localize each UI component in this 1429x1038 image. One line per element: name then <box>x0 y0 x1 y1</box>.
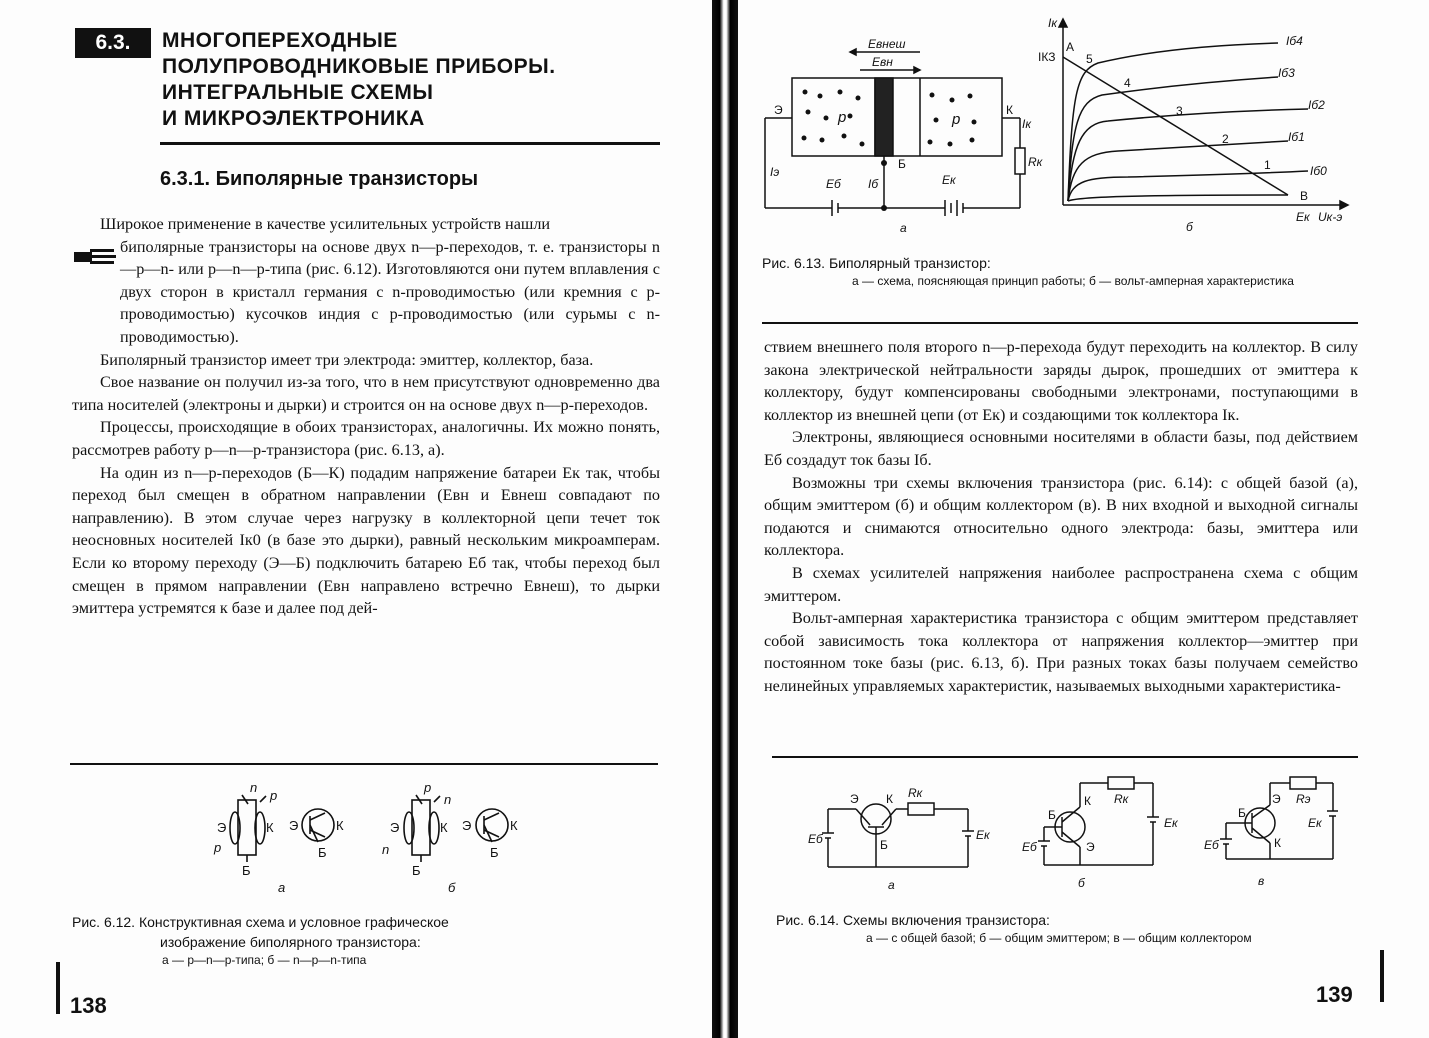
fig-label: К <box>1084 794 1091 808</box>
book-spine <box>712 0 738 1038</box>
point-label: 5 <box>1086 52 1093 66</box>
fig-label: Б <box>1238 806 1246 820</box>
curve-label: Iб1 <box>1288 130 1305 144</box>
fig-label: б <box>448 880 456 895</box>
fig-label: Eб <box>1022 840 1037 854</box>
curve-label: Iб4 <box>1286 34 1303 48</box>
fig-label: Б <box>412 863 421 878</box>
curve-label: Iб3 <box>1278 66 1295 80</box>
figure-6-13-b <box>1038 15 1358 235</box>
caption-sub: а — p—n—p-типа; б — n—p—n-типа <box>162 953 367 967</box>
page-number: 139 <box>1316 982 1353 1007</box>
fig-label: Э <box>774 103 783 117</box>
point-label: 2 <box>1222 132 1229 146</box>
curve-label: Iб0 <box>1310 164 1327 178</box>
fig-label: Iэ <box>770 165 780 179</box>
figure-caption <box>762 253 1402 290</box>
fig-label: Eб <box>826 177 841 191</box>
curve-label: Iб2 <box>1308 98 1325 112</box>
fig-label: Eк <box>1308 816 1322 830</box>
chapter-title-line: ПОЛУПРОВОДНИКОВЫЕ ПРИБОРЫ. <box>162 55 556 78</box>
figure-6-14 <box>808 775 1338 895</box>
figure-rule <box>772 756 1358 758</box>
paragraph: Широкое применение в качестве усилительных устройств нашли <box>100 215 551 233</box>
point-label: 4 <box>1124 76 1131 90</box>
fig-label: а <box>900 221 907 235</box>
page-marker <box>1380 950 1384 1002</box>
fig-label: Eвнеш <box>868 37 906 51</box>
figure-caption <box>72 912 672 969</box>
fig-label: Э <box>390 820 400 835</box>
fig-label: Rк <box>1114 792 1129 806</box>
fig-label: Eк <box>976 828 990 842</box>
fig-label: Eк <box>1296 210 1310 224</box>
paragraph: В схемах усилителей напряжения наиболее распространена схема с общим эмиттером. <box>764 563 1358 605</box>
paragraph: ствием внешнего поля второго n—p-перехода будут переходить на коллектор. В силу закона электрической нейтральности заряды дырок, прошедших от эмиттера к коллектору, будут компенсированы свободными электронами, поступающими в коллектор из внешней цепи (от Eк) и создающими ток коллектора Iк. <box>764 338 1358 424</box>
fig-label: Б <box>490 845 499 860</box>
paragraph: биполярные транзисторы на основе двух n—p-переходов, т. е. транзисторы n—p—n- или p—n—p-типа (рис. 6.12). Изготовляются они путем вплавления с двух сторон в кристалл германия с n-проводимостью (или кремния с p-проводимостью) кусочков индия с p-проводимостью (или сурьмы с n-проводимостью). <box>120 237 660 346</box>
page-marker <box>56 962 60 1014</box>
fig-label: Eк <box>1164 816 1178 830</box>
fig-label: p <box>424 780 432 795</box>
fig-label: Eб <box>808 832 823 846</box>
caption-sub: а — схема, поясняющая принцип работы; б — вольт-амперная характеристика <box>852 274 1294 288</box>
caption-line: изображение биполярного транзистора: <box>160 934 421 950</box>
caption-line: Рис. 6.13. Биполярный транзистор: <box>762 255 991 271</box>
fig-label: Э <box>850 792 859 806</box>
fig-label: Iк <box>1048 16 1057 30</box>
fig-label: p <box>270 788 278 803</box>
fig-label: Э <box>1086 840 1095 854</box>
right-page <box>738 0 1429 1038</box>
chapter-title <box>162 28 682 132</box>
figure-rule <box>762 322 1358 324</box>
right-body <box>764 336 1358 698</box>
paragraph: Свое название он получил из-за того, что в нем присутствуют одновременно два типа носителей (электроны и дырки) и строится он на основе двух n—p-переходов. <box>72 373 660 414</box>
caption-sub: а — с общей базой; б — общим эмиттером; в — общим коллектором <box>866 931 1252 945</box>
fig-label: n <box>382 842 390 857</box>
fig-label: а <box>888 878 895 892</box>
fig-label: Uк-э <box>1318 210 1343 224</box>
fig-label: К <box>1006 103 1013 117</box>
fig-label: а <box>278 880 286 895</box>
caption-line: Рис. 6.12. Конструктивная схема и условное графическое <box>72 914 449 930</box>
fig-label: Э <box>289 818 299 833</box>
paragraph: Вольт-амперная характеристика транзистора с общим эмиттером представляет собой зависимость тока коллектора от напряжения коллектор—эмиттер при постоянном токе базы (рис. 6.13, б). При разных токах базы получаем семейство нелинейных управляемых характеристик, называемых выходными характеристика- <box>764 609 1358 695</box>
point-label: 1 <box>1264 158 1271 172</box>
fig-label: Rк <box>908 786 923 800</box>
fig-label: Eк <box>942 173 956 187</box>
fig-label: n <box>250 780 258 795</box>
fig-label: Э <box>1272 792 1281 806</box>
fig-label: A <box>1066 40 1075 54</box>
paragraph: Возможны три схемы включения транзистора (рис. 6.14): с общей базой (а), общим эмиттером (б) и общим коллектором (в). В них входной и выходной сигналы подаются и снимаются относительно одного электрода: базы, эмиттера или коллектора. <box>764 473 1358 560</box>
section-title: 6.3.1. Биполярные транзисторы <box>160 168 479 190</box>
fig-label: К <box>440 820 448 835</box>
fig-label: Rэ <box>1296 792 1311 806</box>
chapter-number: 6.3. <box>75 28 151 58</box>
fig-label: Б <box>880 838 888 852</box>
fig-label: Rк <box>1028 155 1043 169</box>
title-rule <box>160 142 660 145</box>
fig-label: Iб <box>868 177 879 191</box>
fig-label: p <box>214 840 222 855</box>
fig-label: К <box>510 818 518 833</box>
chapter-title-line: ИНТЕГРАЛЬНЫЕ СХЕМЫ <box>162 81 434 104</box>
paragraph: Процессы, происходящие в обоих транзисторах, аналогичны. Их можно понять, рассмотрев работу p—n—p-транзистора (рис. 6.13, а). <box>72 418 660 459</box>
fig-label: б <box>1078 876 1085 890</box>
fig-label: К <box>336 818 344 833</box>
fig-label: Iк <box>1022 117 1031 131</box>
paragraph: Биполярный транзистор имеет три электрода: эмиттер, коллектор, база. <box>100 350 594 369</box>
fig-label: К <box>266 820 274 835</box>
fig-label: б <box>1186 220 1193 234</box>
figure-6-12 <box>200 780 540 895</box>
chapter-title-line: И МИКРОЭЛЕКТРОНИКА <box>162 107 425 130</box>
caption-line: Рис. 6.14. Схемы включения транзистора: <box>776 912 1050 928</box>
fig-label: IКЗ <box>1038 50 1056 64</box>
paragraph: На один из n—p-переходов (Б—К) подадим напряжение батареи Eк так, чтобы переход был смещен в обратном направлении (Eвн и Eвнеш совпадают по направлению). В этом случае через нагрузку в коллекторной цепи течет ток неосновных носителей Iк0 (в базе это дырки), равный нескольким микроамперам. Если ко второму переходу (Э—Б) подключить батарею Eб так, чтобы переход был смещен в прямом направлении (Eвн направлено встречно Eвнеш), то дырки эмиттера устремятся к базе и далее под дей- <box>72 463 660 618</box>
fig-label: p <box>952 111 961 128</box>
figure-rule <box>70 763 658 765</box>
fig-label: Э <box>462 818 472 833</box>
fig-label: Б <box>898 157 906 171</box>
figure-caption <box>776 910 1376 947</box>
fig-label: B <box>1300 189 1309 203</box>
left-page <box>0 0 712 1038</box>
point-label: 3 <box>1176 104 1183 118</box>
figure-6-13-a <box>760 37 1043 235</box>
fig-label: n <box>444 792 452 807</box>
page-number: 138 <box>70 993 107 1018</box>
fig-label: в <box>1258 874 1265 888</box>
left-body <box>72 213 660 620</box>
fig-label: Б <box>1048 808 1056 822</box>
fig-label: p <box>838 109 847 126</box>
fig-label: Eб <box>1204 838 1219 852</box>
fig-label: К <box>1274 836 1281 850</box>
fig-label: Э <box>217 820 227 835</box>
fig-label: Б <box>242 863 251 878</box>
fig-label: Eвн <box>872 55 893 69</box>
paragraph: Электроны, являющиеся основными носителями в области базы, под действием Eб создадут ток базы Iб. <box>764 428 1358 469</box>
chapter-title-line: МНОГОПЕРЕХОДНЫЕ <box>162 29 398 52</box>
fig-label: К <box>886 792 893 806</box>
fig-label: Б <box>318 845 327 860</box>
